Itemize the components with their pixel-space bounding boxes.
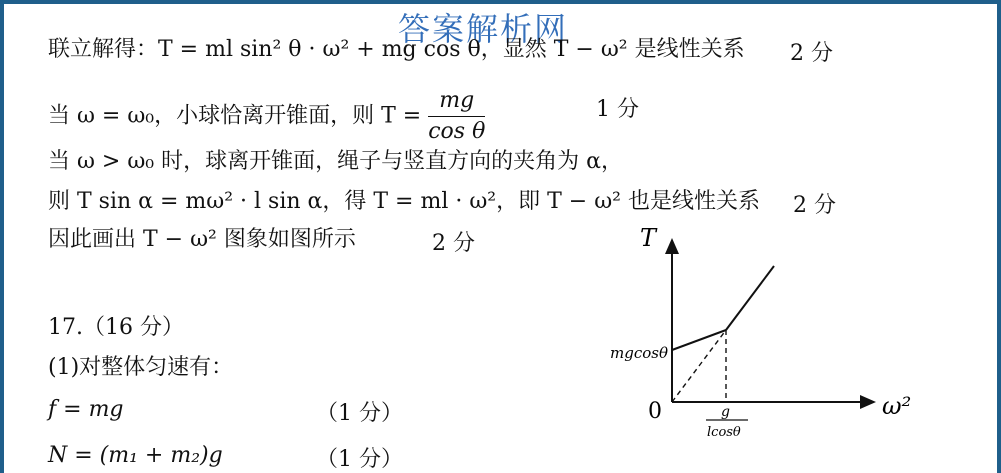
problem-17-heading: 17.（16 分） — [48, 315, 184, 340]
x-axis-label: ω² — [882, 392, 912, 420]
curve-segment-2 — [726, 266, 774, 330]
line-3 — [48, 148, 623, 176]
line-3-text: 当 ω > ω₀ 时，球离开锥面，绳子与竖直方向的夹角为 α， — [48, 149, 623, 174]
line-2-text: 当 ω = ω₀，小球恰离开锥面，则 T = — [48, 103, 422, 129]
x-tick-denominator: lcosθ — [707, 425, 741, 440]
line-6 — [48, 314, 184, 342]
y-tick-label: mgcosθ — [610, 344, 668, 362]
line-7-text: (1)对整体匀速有： — [48, 355, 234, 380]
curve-segment-1 — [672, 330, 726, 350]
line-4 — [48, 188, 760, 216]
line-7 — [48, 354, 233, 382]
line-1-text: 联立解得：T = ml sin² θ · ω² + mg cos θ，显然 T − ω² 是线性关系 — [48, 37, 745, 62]
t-omega-graph — [610, 226, 970, 461]
line-8 — [48, 396, 124, 424]
line-8-score: （1 分） — [316, 401, 403, 426]
line-5-score: 2 分 — [432, 231, 475, 256]
line-5 — [48, 226, 356, 254]
y-axis-label: T — [640, 226, 657, 252]
origin-label: 0 — [648, 399, 662, 424]
fraction-denominator: cos θ — [428, 119, 486, 144]
left-border — [0, 0, 4, 473]
right-border — [997, 0, 1001, 473]
line-1 — [48, 36, 745, 64]
equation-n: N = (m₁ + m₂)g — [48, 443, 223, 468]
equation-f: f = mg — [48, 397, 124, 422]
line-2-score: 1 分 — [596, 97, 639, 122]
fraction-numerator: mg — [428, 86, 485, 117]
line-9 — [48, 442, 223, 470]
watermark-text: 答案解析网 — [398, 10, 569, 48]
line-9-score: （1 分） — [316, 447, 403, 472]
x-tick-numerator: g — [721, 404, 730, 420]
line-1-score: 2 分 — [790, 41, 833, 66]
line-4-score: 2 分 — [793, 193, 836, 218]
line-4-text: 则 T sin α = mω² · l sin α，得 T = ml · ω²，即 T − ω² 也是线性关系 — [48, 189, 760, 214]
fraction-mg-over-cos — [428, 86, 485, 147]
line-2 — [48, 86, 485, 147]
line-5-text: 因此画出 T − ω² 图象如图所示 — [48, 227, 356, 252]
